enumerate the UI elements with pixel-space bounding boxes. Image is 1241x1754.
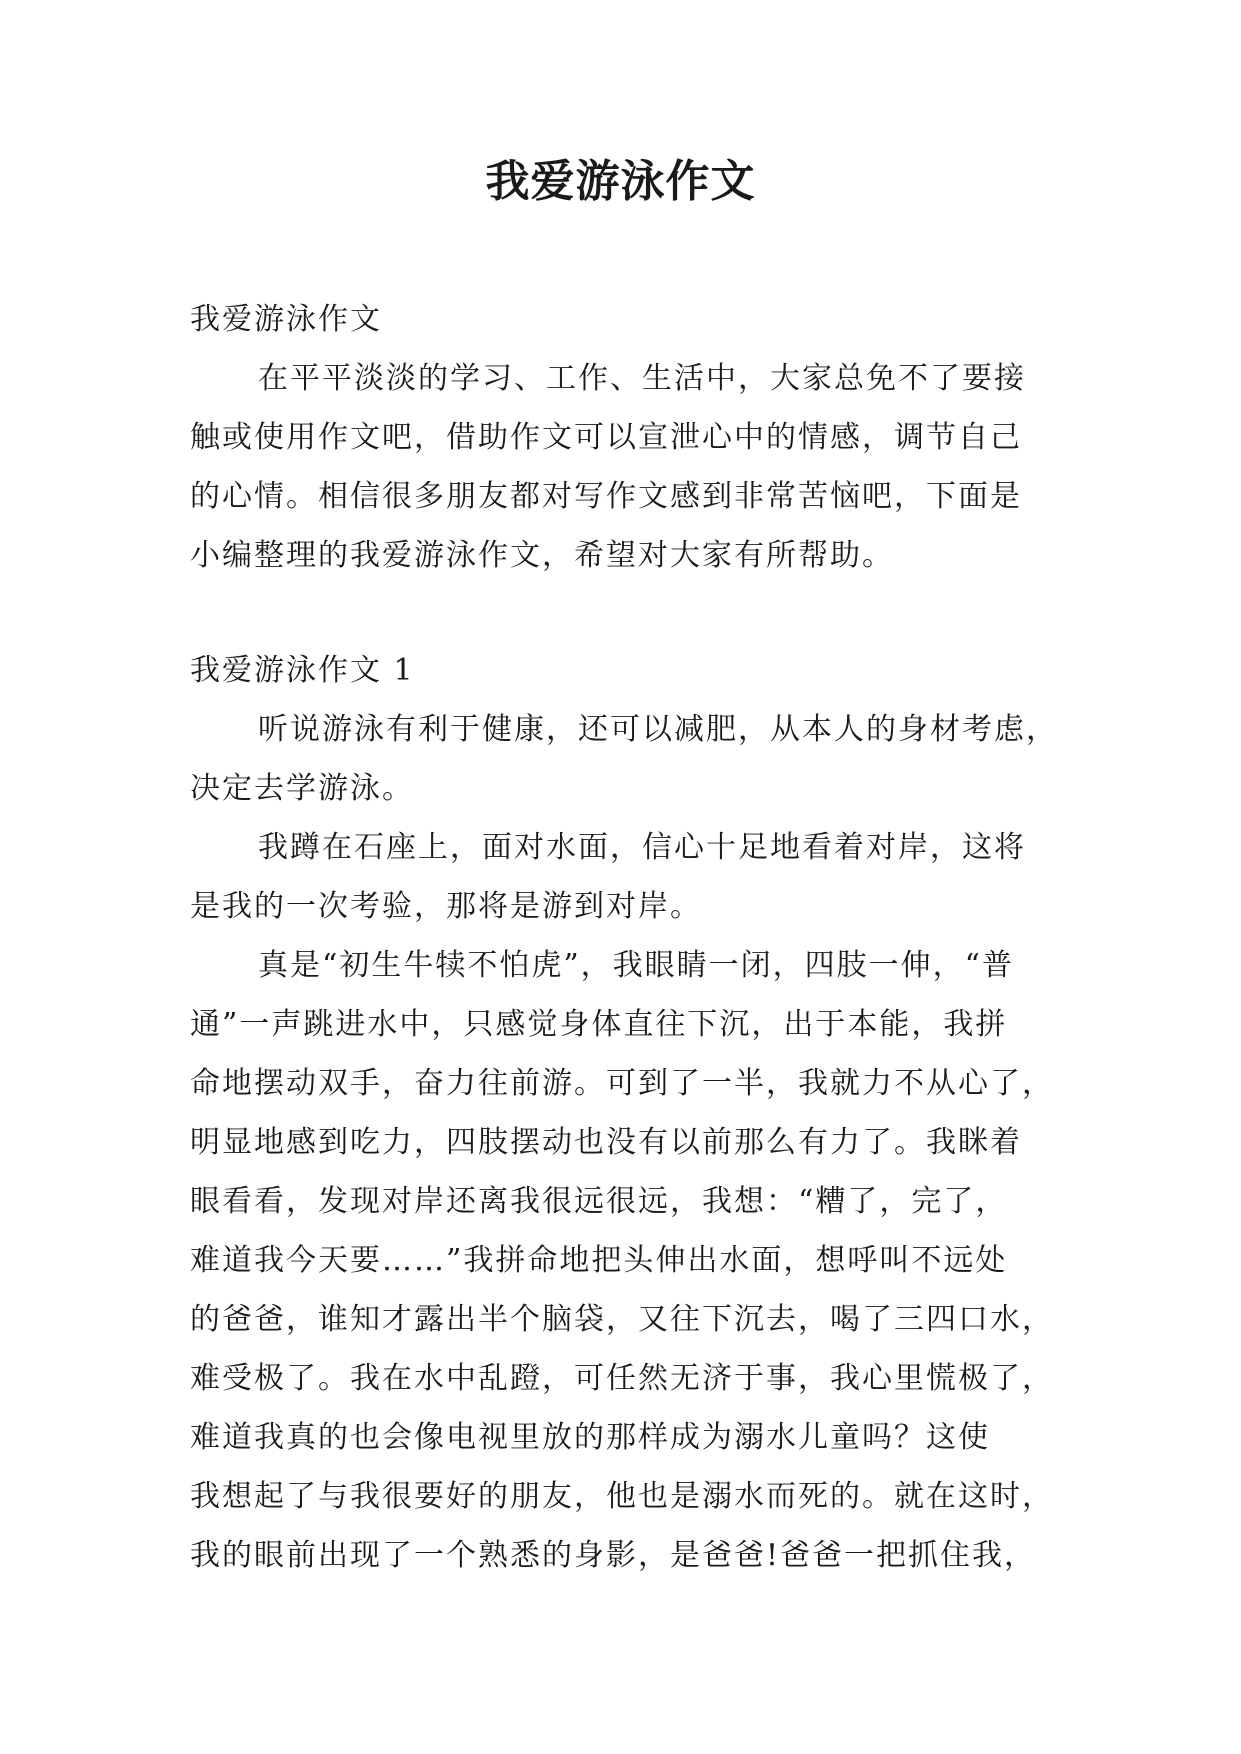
text-line: 我爱游泳作文 (190, 302, 382, 337)
document-title: 我爱游泳作文 (485, 156, 756, 207)
text-line: 的爸爸，谁知才露出半个脑袋，又往下沉去，喝了三四口水， (190, 1302, 1054, 1337)
paragraph-first-line: 听说游泳有利于健康，还可以减肥，从本人的身材考虑， (258, 712, 1058, 747)
text-line: 我想起了与我很要好的朋友，他也是溺水而死的。就在这时， (190, 1479, 1054, 1514)
text-line: 难道我今天要……”我拼命地把头伸出水面，想呼叫不远处 (190, 1243, 1008, 1278)
text-line: 我爱游泳作文 1 (190, 653, 415, 688)
paragraph-first-line: 我蹲在石座上，面对水面，信心十足地看着对岸，这将 (258, 830, 1026, 865)
text-line: 是我的一次考验，那将是游到对岸。 (190, 889, 702, 924)
text-line: 触或使用作文吧，借助作文可以宣泄心中的情感，调节自己 (190, 420, 1022, 455)
text-line: 明显地感到吃力，四肢摆动也没有以前那么有力了。我眯着 (190, 1125, 1022, 1160)
text-line: 决定去学游泳。 (190, 771, 414, 806)
text-line: 通”一声跳进水中，只感觉身体直往下沉，出于本能，我拼 (190, 1007, 1008, 1042)
paragraph-first-line: 真是“初生牛犊不怕虎”，我眼睛一闭，四肢一伸，“普 (258, 948, 1015, 983)
text-line: 的心情。相信很多朋友都对写作文感到非常苦恼吧，下面是 (190, 479, 1022, 514)
text-line: 难受极了。我在水中乱蹬，可任然无济于事，我心里慌极了， (190, 1361, 1054, 1396)
text-line: 我的眼前出现了一个熟悉的身影，是爸爸!爸爸一把抓住我， (190, 1538, 1037, 1573)
text-line: 眼看看，发现对岸还离我很远很远，我想：“糟了，完了， (190, 1184, 1008, 1219)
text-line: 难道我真的也会像电视里放的那样成为溺水儿童吗？这使 (190, 1420, 990, 1455)
document-body (190, 290, 1060, 1585)
text-line: 命地摆动双手，奋力往前游。可到了一半，我就力不从心了， (190, 1066, 1054, 1101)
paragraph-first-line: 在平平淡淡的学习、工作、生活中，大家总免不了要接 (258, 361, 1026, 396)
text-line: 小编整理的我爱游泳作文，希望对大家有所帮助。 (190, 538, 894, 573)
